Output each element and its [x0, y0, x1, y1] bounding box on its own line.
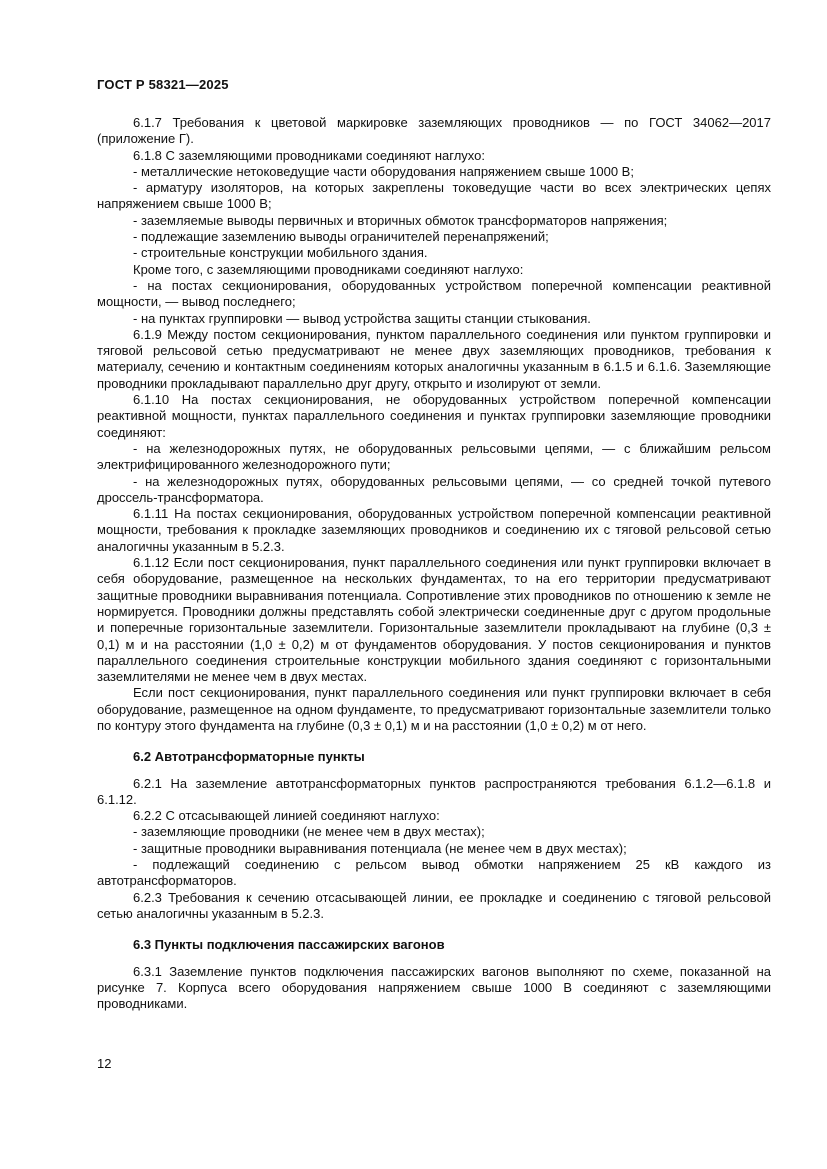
section-heading-6-3: 6.3 Пункты подключения пассажирских вагонов — [133, 937, 445, 953]
list-item: - подлежащий соединению с рельсом вывод обмотки напряжением 25 кВ каждого из автотрансформаторов. — [97, 857, 771, 889]
list-item: - заземляющие проводники (не менее чем в двух местах); — [133, 824, 485, 840]
paragraph-6-2-1: 6.2.1 На заземление автотрансформаторных пунктов распространяются требования 6.1.2—6.1.8 и 6.1.12. — [97, 775, 771, 807]
paragraph-6-1-10: 6.1.10 На постах секционирования, не оборудованных устройством поперечной компенсации реактивной мощности, пунктах параллельного соединения и пунктах группировки заземляющие проводники соединяют: — [97, 392, 771, 440]
list-item: - на железнодорожных путях, не оборудованных рельсовыми цепями, — с ближайшим рельсом электрифицированного железнодорожного пути; — [97, 440, 771, 473]
list-item: - защитные проводники выравнивания потенциала (не менее чем в двух местах); — [133, 840, 627, 856]
paragraph-6-2-3: 6.2.3 Требования к сечению отсасывающей линии, ее прокладке и соединению с тяговой рельсовой сетью аналогичны указанным в 5.2.3. — [97, 889, 771, 921]
list-item: - подлежащие заземлению выводы ограничителей перенапряжений; — [133, 229, 549, 245]
paragraph-6-1-7: 6.1.7 Требования к цветовой маркировке заземляющих проводников — по ГОСТ 34062—2017 (приложение Г). — [97, 115, 771, 147]
list-item: - строительные конструкции мобильного здания. — [133, 245, 428, 261]
paragraph-6-1-12: 6.1.12 Если пост секционирования, пункт параллельного соединения или пункт группировки включает в себя оборудование, размещенное на нескольких фундаментах, то на его территории предусматривают защитные проводники выравнивания потенциала. Сопротивление этих проводников по отношению к земле не нормируется. Проводники должны представлять собой электрически соединенные друг с другом продольные и поперечные горизонтальные заземлители. Горизонтальные заземлители прокладывают на глубине (0,3 ± 0,1) м и на расстоянии (1,0 ± 0,2) м от фундаментов оборудования. У постов секционирования и пунктов параллельного соединения строительные конструкции мобильного здания соединяют с горизонтальными заземлителями не менее чем в двух местах. — [97, 555, 771, 685]
paragraph-6-1-8: 6.1.8 С заземляющими проводниками соединяют наглухо: — [133, 147, 486, 163]
list-item: - заземляемые выводы первичных и вторичных обмоток трансформаторов напряжения; — [133, 212, 668, 228]
paragraph-6-1-9: 6.1.9 Между постом секционирования, пунктом параллельного соединения или пунктом группировки и тяговой рельсовой сетью предусматривают не менее двух заземляющих проводников, требования к материалу, сечению и контактным соединениям которых аналогичны указанным в 6.1.5 и 6.1.6. Заземляющие проводники прокладывают параллельно друг другу, открыто и изолируют от земли. — [97, 326, 771, 391]
paragraph-6-2-2: 6.2.2 С отсасывающей линией соединяют наглухо: — [133, 808, 440, 824]
paragraph-additional: Кроме того, с заземляющими проводниками соединяют наглухо: — [133, 261, 524, 277]
list-item: - металлические нетоковедущие части оборудования напряжением свыше 1000 В; — [133, 163, 634, 179]
paragraph-6-3-1: 6.3.1 Заземление пунктов подключения пассажирских вагонов выполняют по схеме, показанной на рисунке 7. Корпуса всего оборудования напряжением свыше 1000 В соединяют с заземляющими проводниками. — [97, 963, 771, 1012]
list-item: - на железнодорожных путях, оборудованных рельсовыми цепями, — со средней точкой путевого дроссель-трансформатора. — [97, 473, 771, 505]
list-item: - арматуру изоляторов, на которых закреплены токоведущие части во всех электрических цепях напряжением свыше 1000 В; — [97, 180, 771, 212]
document-header: ГОСТ Р 58321—2025 — [97, 77, 229, 92]
section-heading-6-2: 6.2 Автотрансформаторные пункты — [133, 749, 365, 765]
page-number: 12 — [97, 1056, 112, 1071]
paragraph-6-1-11: 6.1.11 На постах секционирования, оборудованных устройством поперечной компенсации реактивной мощности, требования к прокладке заземляющих проводников и соединению их с тяговой рельсовой сетью аналогичны указанным в 5.2.3. — [97, 506, 771, 554]
list-item: - на постах секционирования, оборудованных устройством поперечной компенсации реактивной мощности, — вывод последнего; — [97, 277, 771, 310]
paragraph-6-1-12-cont: Если пост секционирования, пункт параллельного соединения или пункт группировки включает в себя оборудование, размещенное на одном фундаменте, то предусматривают горизонтальные заземлители только по контуру этого фундамента на глубине (0,3 ± 0,1) м и на расстоянии (1,0 ± 0,2) м от него. — [97, 685, 771, 733]
list-item: - на пунктах группировки — вывод устройства защиты станции стыкования. — [133, 310, 591, 326]
document-body — [97, 115, 771, 1012]
